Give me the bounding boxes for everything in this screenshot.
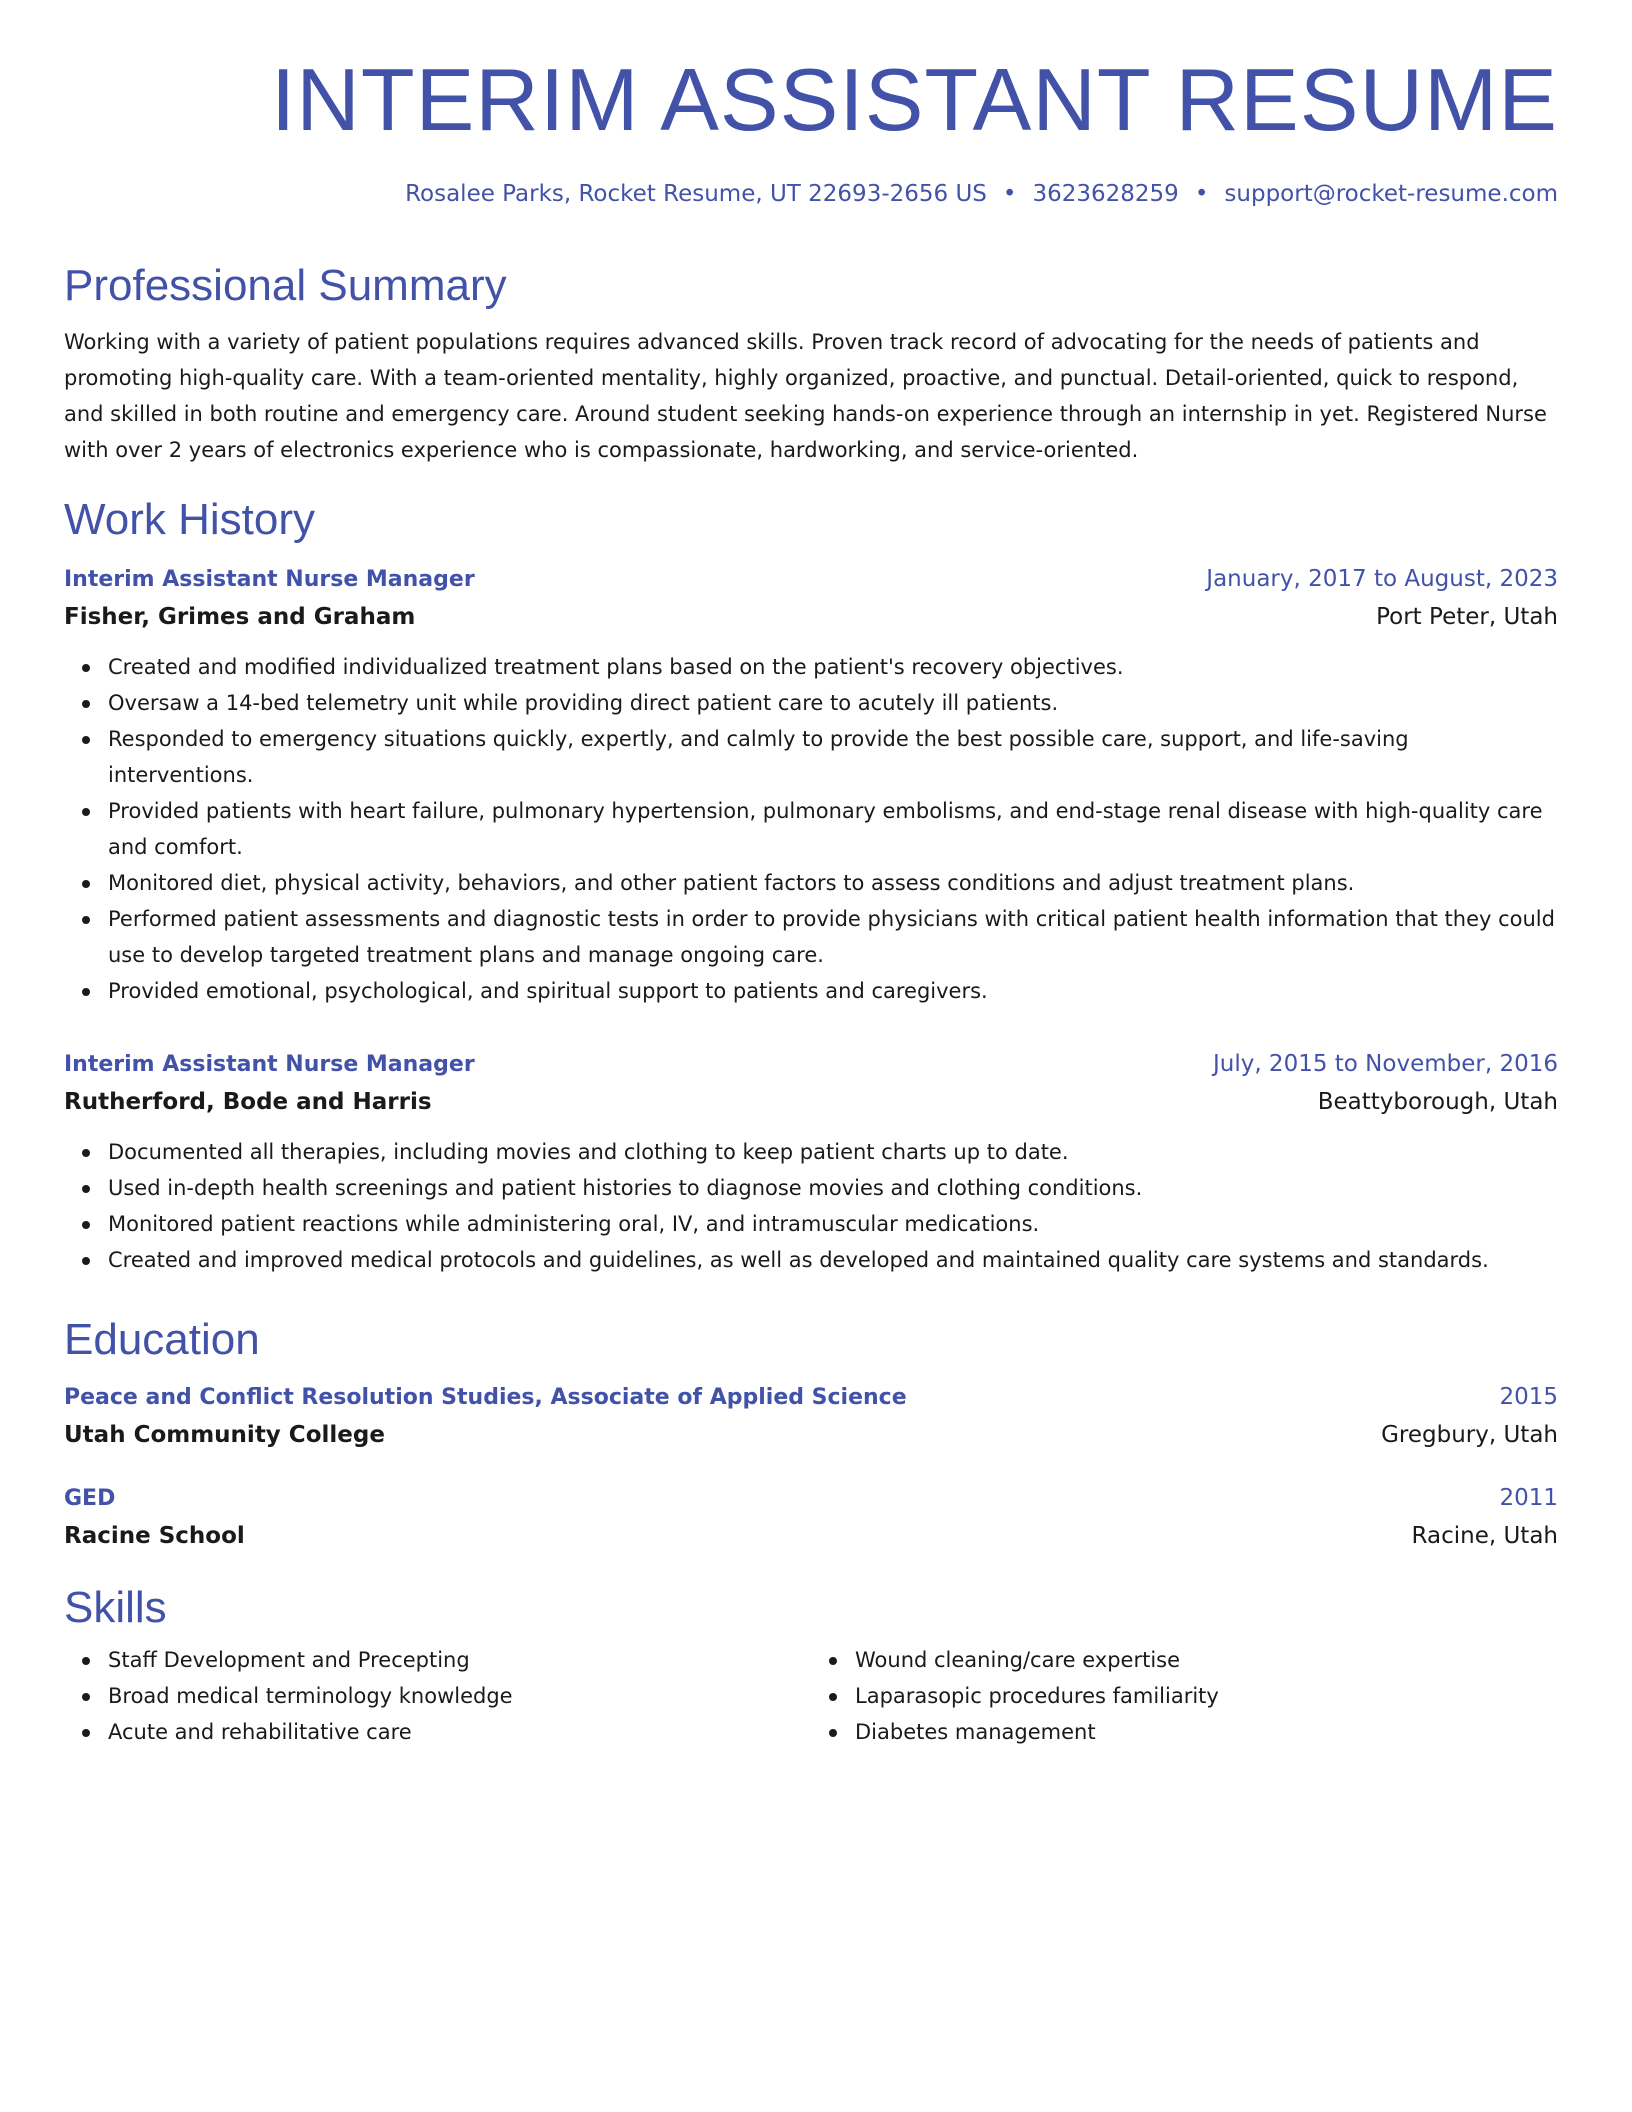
job-dates: July, 2015 to November, 2016 <box>1212 1051 1558 1077</box>
job-location: Beattyborough, Utah <box>1317 1089 1558 1115</box>
job-title-row <box>64 1047 1558 1082</box>
job-bullet: Monitored patient reactions while administering oral, IV, and intramuscular medications. <box>108 1206 1558 1242</box>
job-title: Interim Assistant Nurse Manager <box>64 567 475 592</box>
summary-heading: Professional Summary <box>64 261 507 310</box>
skill-item: Laparasopic procedures familiarity <box>855 1678 1558 1714</box>
contact-separator: • <box>1002 181 1017 207</box>
skill-item: Staff Development and Precepting <box>108 1642 811 1678</box>
job-entry <box>64 562 1558 1009</box>
education-degree: GED <box>64 1486 116 1511</box>
resume-title: INTERIM ASSISTANT RESUME <box>270 50 1558 149</box>
contact-email: support@rocket-resume.com <box>1224 181 1558 207</box>
job-bullet-list <box>64 1134 1558 1278</box>
education-entry <box>64 1481 1558 1556</box>
job-company-row <box>64 1082 1558 1122</box>
skills-list <box>64 1642 811 1750</box>
job-bullet: Used in-depth health screenings and patient histories to diagnose movies and clothing conditions. <box>108 1170 1558 1206</box>
skills-column-left <box>64 1642 811 1750</box>
contact-line <box>64 178 1558 210</box>
skill-item: Acute and rehabilitative care <box>108 1714 811 1750</box>
education-degree: Peace and Conflict Resolution Studies, Associate of Applied Science <box>64 1385 907 1410</box>
resume-page <box>64 0 1558 1750</box>
education-location: Gregbury, Utah <box>1381 1422 1558 1448</box>
education-school-row <box>64 1516 1558 1556</box>
job-bullet: Provided emotional, psychological, and spiritual support to patients and caregivers. <box>108 973 1558 1009</box>
job-bullet: Documented all therapies, including movies and clothing to keep patient charts up to date. <box>108 1134 1558 1170</box>
job-bullet: Responded to emergency situations quickly, expertly, and calmly to provide the best possible care, support, and life-saving interventions. <box>108 721 1558 793</box>
job-company: Fisher, Grimes and Graham <box>64 604 416 630</box>
job-title: Interim Assistant Nurse Manager <box>64 1052 475 1077</box>
job-bullet: Oversaw a 14-bed telemetry unit while providing direct patient care to acutely ill patients. <box>108 685 1558 721</box>
skill-item: Wound cleaning/care expertise <box>855 1642 1558 1678</box>
education-degree-row <box>64 1481 1558 1516</box>
job-company: Rutherford, Bode and Harris <box>64 1089 432 1115</box>
education-year: 2011 <box>1499 1485 1558 1511</box>
education-entry <box>64 1380 1558 1455</box>
job-company-row <box>64 597 1558 637</box>
education-year: 2015 <box>1499 1384 1558 1410</box>
job-bullet: Provided patients with heart failure, pulmonary hypertension, pulmonary embolisms, and end-stage renal disease with high-quality care and comfort. <box>108 793 1558 865</box>
education-school: Utah Community College <box>64 1422 385 1448</box>
job-bullet: Monitored diet, physical activity, behaviors, and other patient factors to assess conditions and adjust treatment plans. <box>108 865 1558 901</box>
job-bullet: Created and modified individualized treatment plans based on the patient's recovery objectives. <box>108 649 1558 685</box>
education-location: Racine, Utah <box>1411 1523 1558 1549</box>
contact-separator: • <box>1194 181 1209 207</box>
skill-item: Broad medical terminology knowledge <box>108 1678 811 1714</box>
summary-text: Working with a variety of patient populations requires advanced skills. Proven track record of advocating for the needs of patients and promoting high-quality care. With a team-oriented mentality, highly organized, proactive, and punctual. Detail-oriented, quick to respond, and skilled in both routine and emergency care. Around student seeking hands-on experience through an internship in yet. Registered Nurse with over 2 years of electronics experience who is compassionate, hardworking, and service-oriented. <box>64 330 1547 462</box>
education-degree-row <box>64 1380 1558 1415</box>
skills-column-right <box>811 1642 1558 1750</box>
education-school: Racine School <box>64 1523 245 1549</box>
education-heading: Education <box>64 1315 260 1364</box>
job-dates: January, 2017 to August, 2023 <box>1206 566 1558 592</box>
contact-address: Rosalee Parks, Rocket Resume, UT 22693-2656 US <box>405 181 987 207</box>
job-title-row <box>64 562 1558 597</box>
job-location: Port Peter, Utah <box>1376 604 1558 630</box>
skill-item: Diabetes management <box>855 1714 1558 1750</box>
skills-list <box>811 1642 1558 1750</box>
work-history-heading: Work History <box>64 495 315 544</box>
skills-heading: Skills <box>64 1583 167 1632</box>
contact-phone: 3623628259 <box>1032 181 1179 207</box>
skills-grid <box>64 1642 1558 1750</box>
education-school-row <box>64 1415 1558 1455</box>
job-bullet-list <box>64 649 1558 1009</box>
job-bullet: Performed patient assessments and diagnostic tests in order to provide physicians with critical patient health information that they could use to develop targeted treatment plans and manage ongoing care. <box>108 901 1558 973</box>
job-bullet: Created and improved medical protocols and guidelines, as well as developed and maintained quality care systems and standards. <box>108 1242 1558 1278</box>
job-entry <box>64 1047 1558 1278</box>
